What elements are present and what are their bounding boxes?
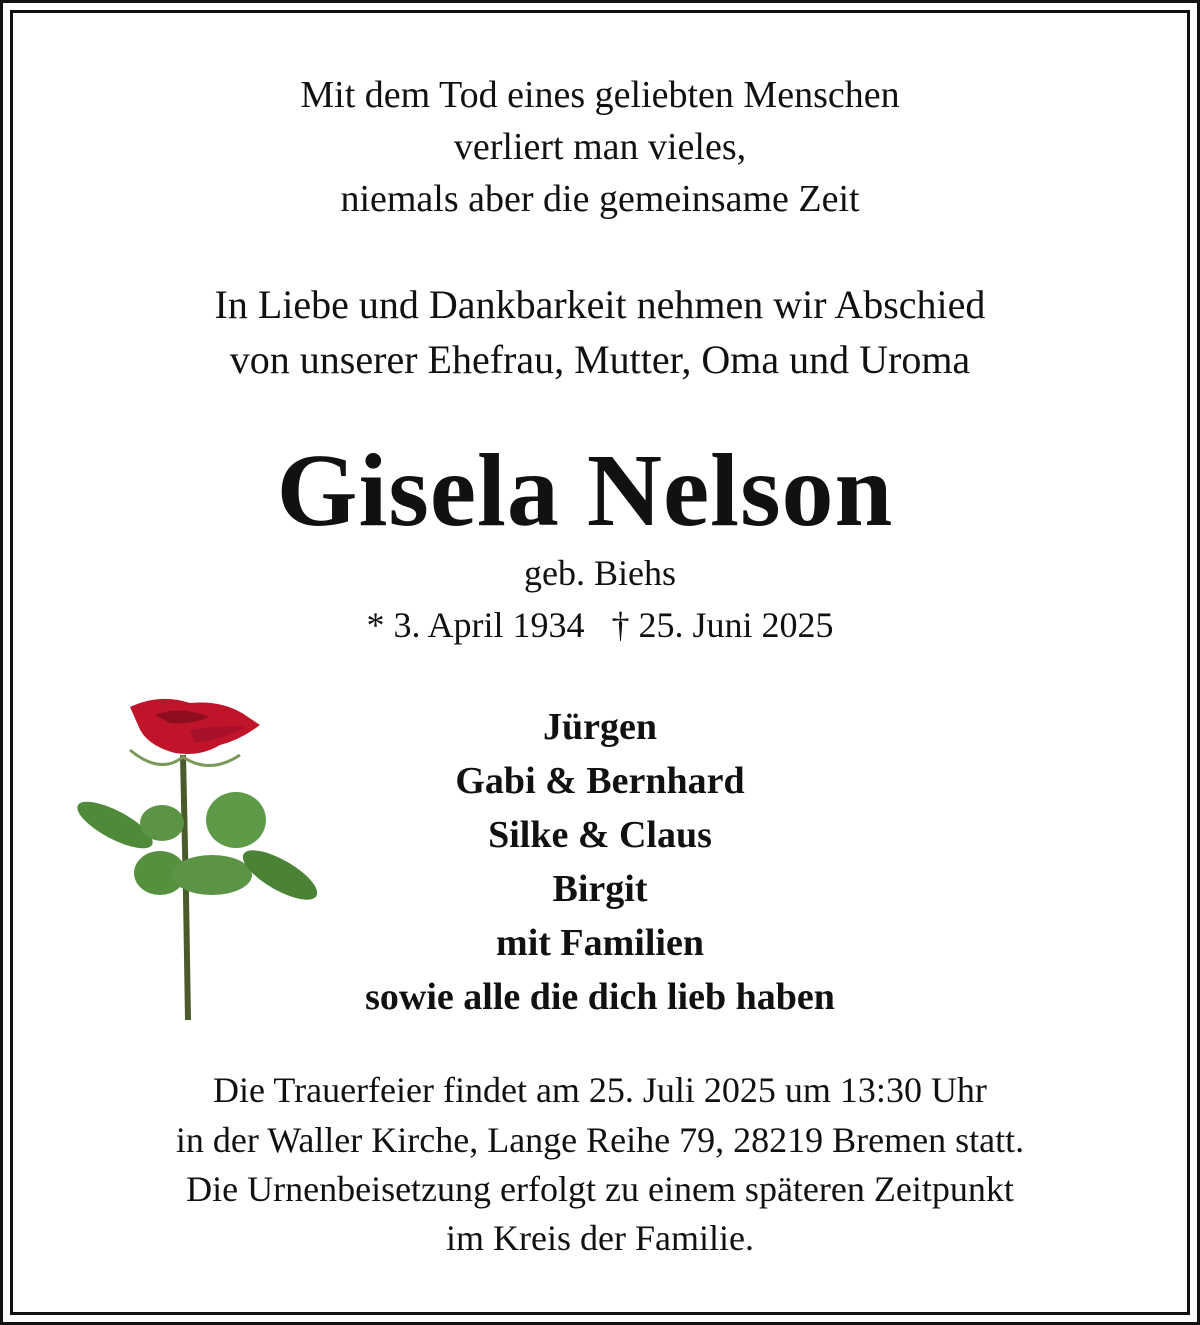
intro-line: von unserer Ehefrau, Mutter, Oma und Uroma	[229, 337, 971, 382]
quote-line: niemals aber die gemeinsame Zeit	[340, 178, 860, 220]
intro-line: In Liebe und Dankbarkeit nehmen wir Abschied	[214, 282, 986, 327]
life-dates: * 3. April 1934 † 25. Juni 2025	[366, 605, 834, 645]
service-line: Die Urnenbeisetzung erfolgt zu einem späteren Zeitpunkt	[186, 1169, 1014, 1209]
family-member: Gabi & Bernhard	[455, 760, 745, 802]
quote-line: verliert man vieles,	[453, 126, 747, 168]
quote-line: Mit dem Tod eines geliebten Menschen	[300, 74, 900, 116]
family-member: Jürgen	[543, 706, 657, 748]
family-member: mit Familien	[496, 922, 704, 964]
family-member: Birgit	[552, 868, 648, 910]
family-member: sowie alle die dich lieb haben	[365, 976, 835, 1018]
service-line: in der Waller Kirche, Lange Reihe 79, 28219 Bremen statt.	[175, 1120, 1025, 1160]
family-member: Silke & Claus	[488, 814, 712, 856]
service-line: im Kreis der Familie.	[446, 1218, 754, 1258]
service-line: Die Trauerfeier findet am 25. Juli 2025 um 13:30 Uhr	[213, 1070, 987, 1110]
birth-name: geb. Biehs	[524, 553, 676, 593]
deceased-name: Gisela Nelson	[276, 433, 894, 548]
